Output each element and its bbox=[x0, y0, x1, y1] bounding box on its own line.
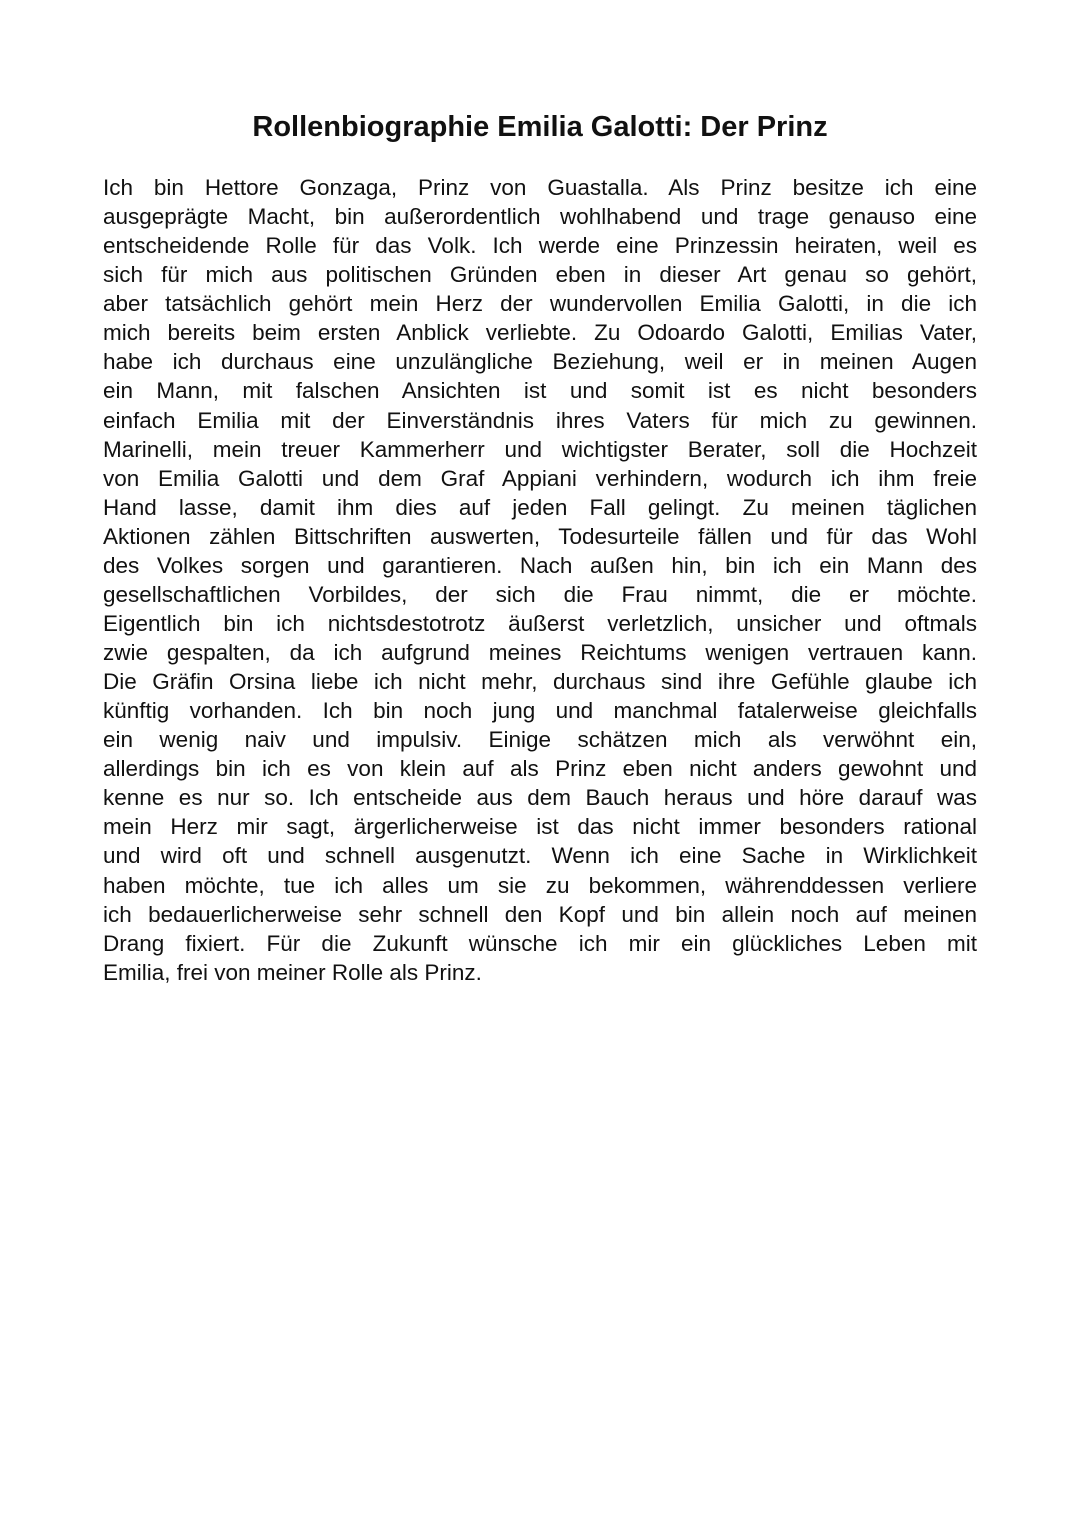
body-line: Marinelli, mein treuer Kammerherr und wichtigster Berater, soll die Hochzeit bbox=[103, 436, 977, 462]
body-line: Die Gräfin Orsina liebe ich nicht mehr, durchaus sind ihre Gefühle glaube ich bbox=[103, 669, 977, 695]
body-line: gesellschaftlichen Vorbildes, der sich die Frau nimmt, die er möchte. bbox=[103, 581, 977, 607]
body-line: entscheidende Rolle für das Volk. Ich werde eine Prinzessin heiraten, weil es bbox=[103, 233, 977, 259]
body-line: und wird oft und schnell ausgenutzt. Wenn ich eine Sache in Wirklichkeit bbox=[103, 843, 977, 869]
document-title: Rollenbiographie Emilia Galotti: Der Prinz bbox=[252, 111, 828, 143]
body-line: ein Mann, mit falschen Ansichten ist und somit ist es nicht besonders bbox=[103, 378, 977, 404]
body-line: Ich bin Hettore Gonzaga, Prinz von Guastalla. Als Prinz besitze ich eine bbox=[103, 175, 977, 200]
body-line: von Emilia Galotti und dem Graf Appiani verhindern, wodurch ich ihm freie bbox=[103, 465, 977, 491]
body-line: einfach Emilia mit der Einverständnis ihres Vaters für mich zu gewinnen. bbox=[103, 407, 977, 433]
body-line: Aktionen zählen Bittschriften auswerten, Todesurteile fällen und für das Wohl bbox=[103, 523, 977, 549]
body-line: ausgeprägte Macht, bin außerordentlich wohlhabend und trage genauso eine bbox=[103, 204, 977, 230]
body-line: habe ich durchaus eine unzulängliche Beziehung, weil er in meinen Augen bbox=[103, 349, 977, 375]
body-line: des Volkes sorgen und garantieren. Nach außen hin, bin ich ein Mann des bbox=[103, 552, 977, 578]
body-line: Hand lasse, damit ihm dies auf jeden Fall gelingt. Zu meinen täglichen bbox=[103, 494, 977, 520]
body-line: mein Herz mir sagt, ärgerlicherweise ist das nicht immer besonders rational bbox=[103, 814, 977, 840]
body-line: kenne es nur so. Ich entscheide aus dem Bauch heraus und höre darauf was bbox=[103, 785, 977, 811]
body-line: Drang fixiert. Für die Zukunft wünsche ich mir ein glückliches Leben mit bbox=[103, 930, 977, 956]
body-text bbox=[103, 173, 977, 987]
body-line: mich bereits beim ersten Anblick verliebte. Zu Odoardo Galotti, Emilias Vater, bbox=[103, 320, 977, 346]
body-line: ein wenig naiv und impulsiv. Einige schätzen mich als verwöhnt ein, bbox=[103, 727, 977, 753]
body-line: Emilia, frei von meiner Rolle als Prinz. bbox=[103, 959, 482, 985]
body-line: sich für mich aus politischen Gründen eben in dieser Art genau so gehört, bbox=[103, 262, 977, 288]
body-line: haben möchte, tue ich alles um sie zu bekommen, währenddessen verliere bbox=[103, 872, 977, 898]
body-line: Eigentlich bin ich nichtsdestotrotz äußerst verletzlich, unsicher und oftmals bbox=[103, 610, 977, 636]
body-line: künftig vorhanden. Ich bin noch jung und manchmal fatalerweise gleichfalls bbox=[103, 698, 977, 724]
body-line: zwie gespalten, da ich aufgrund meines Reichtums wenigen vertrauen kann. bbox=[103, 640, 977, 665]
body-line: aber tatsächlich gehört mein Herz der wundervollen Emilia Galotti, in die ich bbox=[103, 291, 977, 317]
body-line: ich bedauerlicherweise sehr schnell den Kopf und bin allein noch auf meinen bbox=[103, 901, 977, 927]
body-line: allerdings bin ich es von klein auf als Prinz eben nicht anders gewohnt und bbox=[103, 756, 977, 782]
